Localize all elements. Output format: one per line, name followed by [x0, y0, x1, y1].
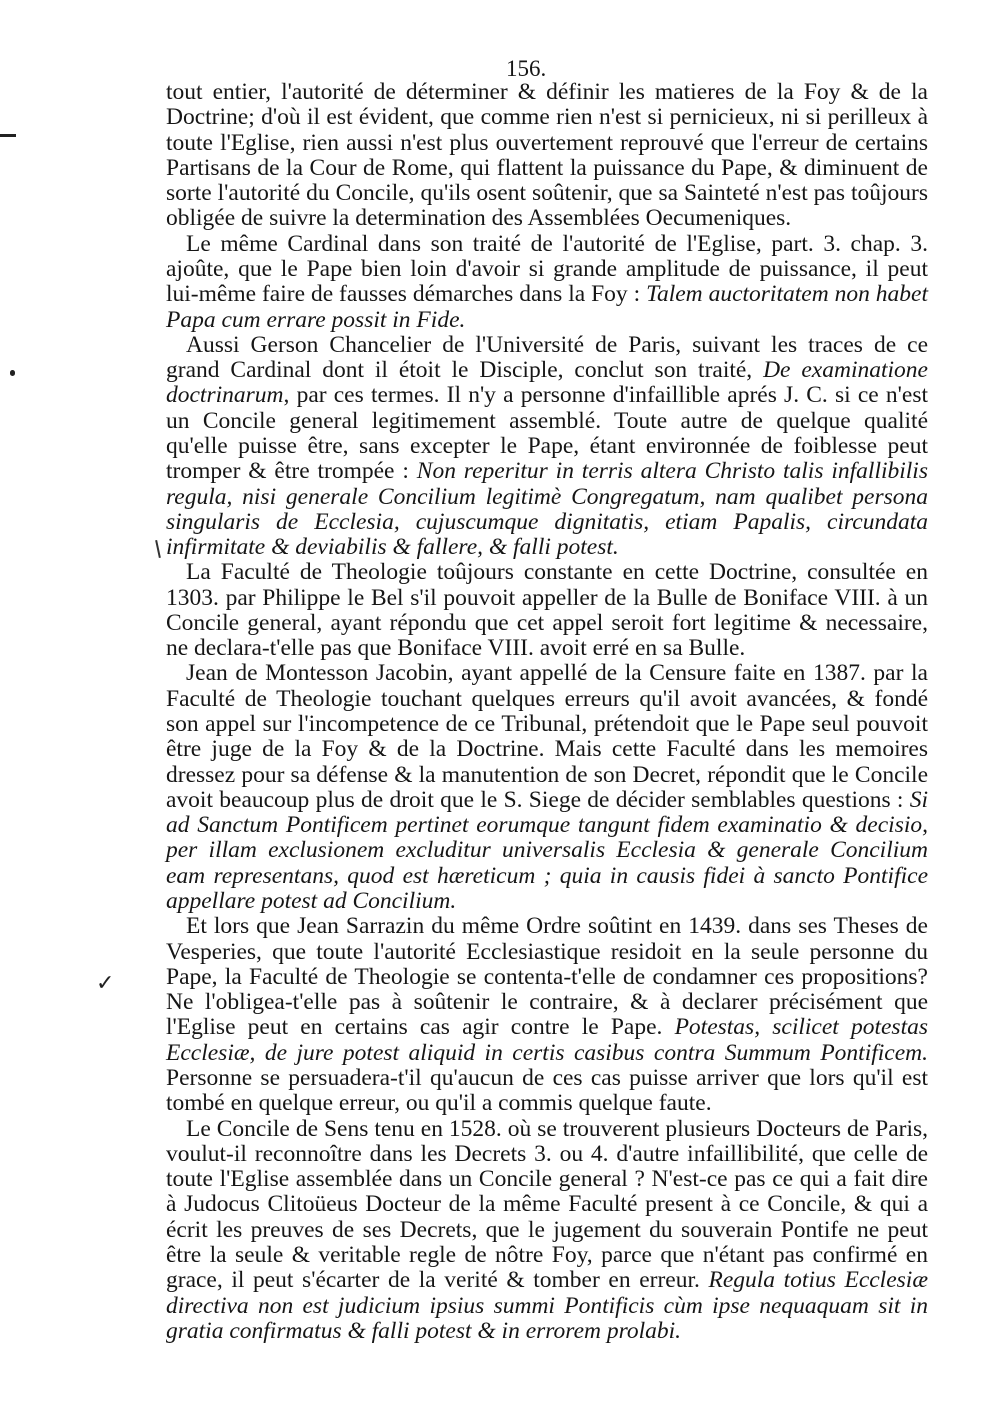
- paragraph-2: [166, 232, 928, 333]
- paragraph-4: [166, 560, 928, 661]
- paragraph-3: [166, 333, 928, 561]
- paragraph-1: [166, 80, 928, 232]
- margin-check-mark: ✓: [96, 970, 115, 995]
- paragraph-5: [166, 661, 928, 914]
- paragraph-7: [166, 1117, 928, 1345]
- paragraph-text: Le Concile de Sens tenu en 1528. où se trouverent plusieurs Docteurs de Paris, voulut-il reconnoître dans les Decrets 3. ou 4. d'autre infaillibilité, que celle de toute l'Eglise assemblée dans un Concile general ? N'est-ce pas ce qui a fait dire à Judocus Clitoüeus Docteur de la même Faculté present à ce Concile, & qui a écrit les preuves de ses Decrets, que le jugement du souverain Pontife ne peut être la seule & veritable regle de nôtre Foy, parce que n'étant pas confirmé en grace, il peut s'écarter de la verité & tomber en erreur.: [166, 1115, 928, 1294]
- page-number: 156.: [506, 56, 547, 81]
- margin-tick-mark: [155, 540, 161, 558]
- paragraph-text: La Faculté de Theologie toûjours constante en cette Doctrine, consultée en 1303. par Philippe le Bel s'il pouvoit appeller de la Bulle de Boniface VIII. à un Concile general, ayant répondu que cet appel seroit fort legitime & necessaire, ne declara-t'elle pas que Boniface VIII. avoit erré en sa Bulle.: [166, 559, 928, 662]
- latin-quotation: Si ad Sanctum Pontificem pertinet eorumque tangunt fidem examinatio & decisio, per illam exclusionem excluditur universalis Ecclesia & generale Concilium eam representans, quod est hæreticum ; quia in causis fidei à sancto Pontifice appellare potest ad Concilium.: [166, 786, 928, 914]
- latin-quotation: Regula totius Ecclesiæ directiva non est judicium ipsius summi Pontificis cùm ipse nequaquam sit in gratia confirmatus & falli potest & in errorem prolabi.: [166, 1267, 928, 1344]
- latin-title: De examinatione doctrinarum: [166, 357, 928, 409]
- body-text: [166, 80, 928, 1344]
- paragraph-6: [166, 914, 928, 1116]
- paragraph-text: Le même Cardinal dans son traité de l'autorité de l'Eglise, part. 3. chap. 3. ajoûte, que le Pape bien loin d'avoir si grande amplitude de puissance, il peut lui-même faire de fausses démarches dans la Foy :: [166, 230, 928, 308]
- paragraph-text: Jean de Montesson Jacobin, ayant appellé de la Censure faite en 1387. par la Faculté de Theologie touchant quelques erreurs qu'il avoit avancées, & fondé son appel sur l'incompetence de ce Tribunal, prétendoit que le Pape seul pouvoit être juge de la Foy & de la Doctrine. Mais cette Faculté dans les memoires dressez pour sa défense & la manutention de son Decret, répondit que le Concile avoit beaucoup plus de droit que le S. Siege de décider semblables questions :: [166, 660, 928, 813]
- paragraph-text: Aussi Gerson Chancelier de l'Université de Paris, suivant les traces de ce grand Cardinal dont il étoit le Disciple, conclut son traité,: [166, 331, 928, 384]
- paragraph-text: tout entier, l'autorité de déterminer & définir les matieres de la Foy & de la Doctrine; d'où il est évident, que comme rien n'est si pernicieux, ni si perilleux à toute l'Eglise, rien aussi n'est plus ouvertement reprouvé que l'erreur de certains Partisans de la Cour de Rome, qui flattent la puissance du Pape, & diminuent de sorte l'autorité du Concile, qu'ils osent soûtenir, que sa Sainteté n'est pas toûjours obligée de suivre la determination des Assemblées Oecumeniques.: [166, 79, 928, 232]
- latin-quotation: Non reperitur in terris altera Christo talis infallibilis regula, nisi generale Concilium legitimè Congregatum, nam qualibet persona singularis de Ecclesia, cujuscumque dignitatis, etiam Papalis, circundata infirmitate & deviabilis & fallere, & falli potest.: [166, 458, 928, 561]
- latin-quotation: Talem auctoritatem non habet Papa cum errare possit in Fide.: [166, 281, 928, 333]
- margin-dot-mark: [10, 370, 15, 376]
- paragraph-text: Personne se persuadera-t'il qu'aucun de ces cas puisse arriver que lors qu'il est tombé en quelque erreur, ou qu'il a commis quelque faute.: [166, 1064, 928, 1117]
- paragraph-text: , par ces termes. Il n'y a personne d'infaillible aprés J. C. si ce n'est un Concile general legitimement assemblé. Toute autre de quelque qualité qu'elle puisse être, sans excepter le Pape, étant environnée de foiblesse peut tromper & être trompée :: [166, 382, 928, 485]
- latin-quotation: Potestas, scilicet potestas Ecclesiæ, de jure potest aliquid in certis casibus contra Summum Pontificem.: [166, 1014, 929, 1066]
- paragraph-text: Et lors que Jean Sarrazin du même Ordre soûtint en 1439. dans ses Theses de Vesperies, que toute l'autorité Ecclesiastique residoit en la seule personne du Pape, la Faculté de Theologie se contenta-t'elle de condamner ces propositions? Ne l'obligea-t'elle pas à soûtenir le contraire, & à declarer précisément que l'Eglise peut en certains cas agir contre le Pape.: [166, 913, 928, 1041]
- margin-dash-mark: [0, 134, 16, 137]
